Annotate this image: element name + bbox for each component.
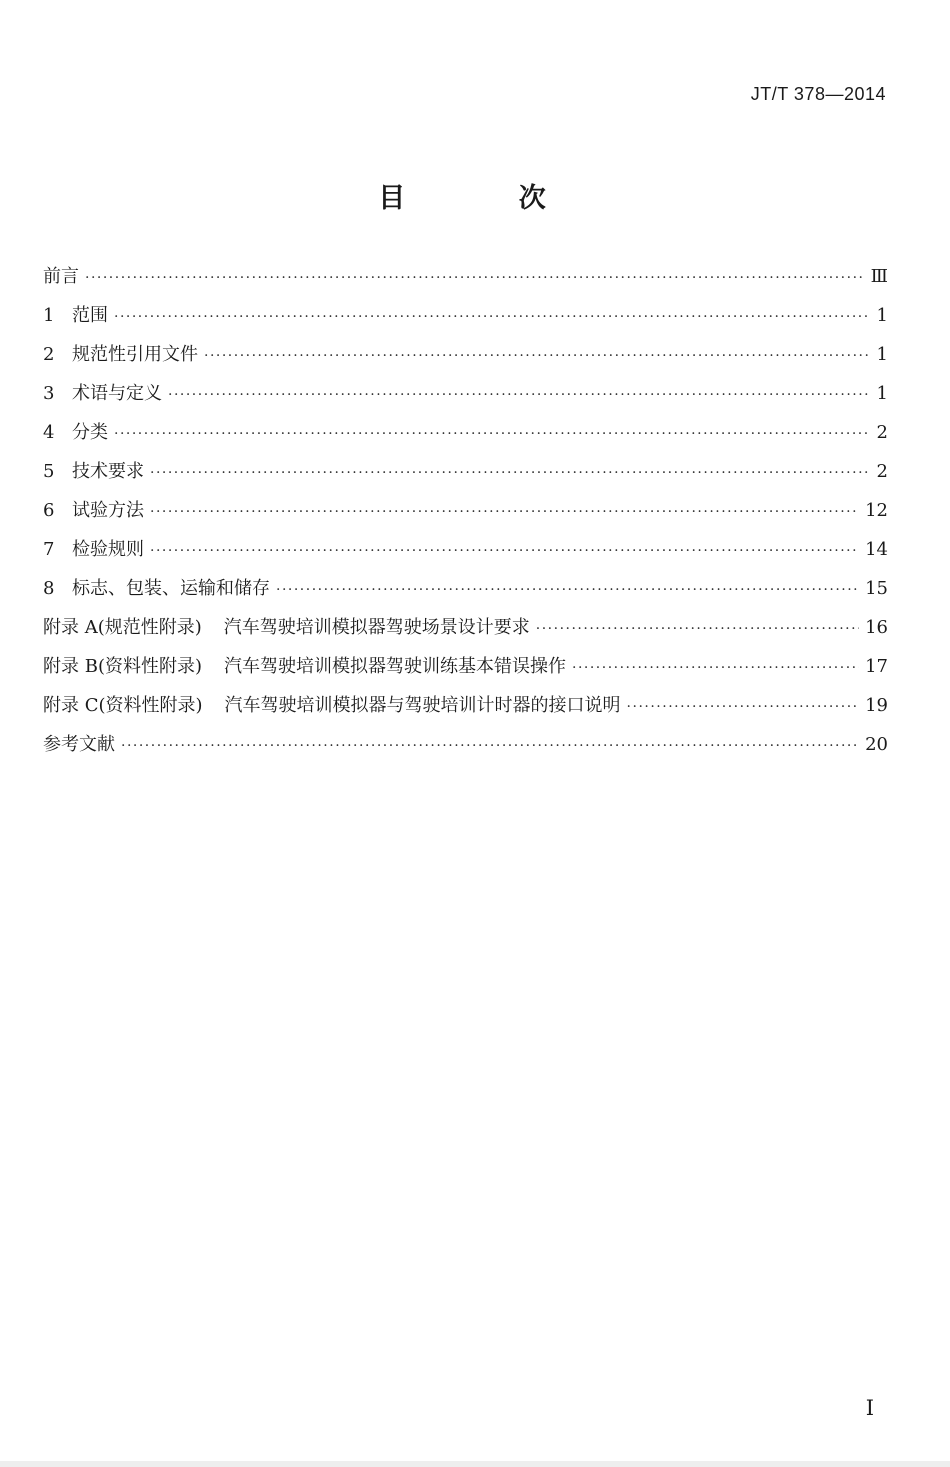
toc-entry-annex[interactable]: [43, 613, 888, 652]
toc-entry-label: 检验规则: [72, 539, 144, 560]
toc-entry-number: 1: [43, 305, 55, 326]
toc-entry-page: 14: [865, 539, 888, 560]
toc-entry[interactable]: [43, 301, 888, 340]
toc-annex-prefix: 附录 B(资料性附录): [43, 656, 202, 677]
toc-entry[interactable]: [43, 418, 888, 457]
page-number: I: [865, 1396, 874, 1420]
toc-entry-page: 20: [865, 734, 888, 755]
toc-entry-page: 19: [865, 695, 888, 716]
toc-dot-leader: [85, 270, 865, 286]
toc-entry-label: 参考文献: [43, 734, 115, 755]
toc-entry-number: 3: [43, 383, 55, 404]
standard-code: JT/T 378—2014: [750, 84, 886, 104]
toc-entry-label: 范围: [72, 305, 108, 326]
toc-entry-label: 前言: [43, 266, 79, 287]
toc-entry-number: 8: [43, 578, 55, 599]
toc-entry-page: 16: [865, 617, 888, 638]
toc-annex-prefix: 附录 A(规范性附录): [43, 617, 202, 638]
toc-entry-page: Ⅲ: [870, 266, 888, 287]
toc-entry-number: 5: [43, 461, 55, 482]
toc-entry-number: 6: [43, 500, 55, 521]
toc-title: 目 次: [378, 183, 598, 214]
toc-dot-leader: [572, 660, 859, 676]
toc-entry-number: 2: [43, 344, 55, 365]
toc-entry[interactable]: [43, 496, 888, 535]
toc-entry[interactable]: [43, 340, 888, 379]
toc-entry[interactable]: [43, 262, 888, 301]
toc-entry-page: 17: [865, 656, 888, 677]
toc-entry-label: 汽车驾驶培训模拟器与驾驶培训计时器的接口说明: [224, 695, 621, 716]
toc-entry-page: 12: [865, 500, 888, 521]
toc-dot-leader: [150, 504, 859, 520]
toc-dot-leader: [627, 699, 860, 715]
toc-entry[interactable]: [43, 535, 888, 574]
toc-entry-page: 1: [876, 383, 888, 404]
toc-entry-label: 标志、包装、运输和储存: [72, 578, 270, 599]
toc-entry-label: 分类: [72, 422, 108, 443]
toc-dot-leader: [204, 348, 868, 364]
toc-entry-label: 术语与定义: [72, 383, 162, 404]
toc-entry-label: 汽车驾驶培训模拟器驾驶训练基本错误操作: [224, 656, 566, 677]
toc-entry[interactable]: [43, 730, 888, 769]
toc-entry-label: 规范性引用文件: [72, 344, 198, 365]
toc-dot-leader: [150, 543, 859, 559]
toc-entry[interactable]: [43, 574, 888, 613]
toc-entry-label: 技术要求: [72, 461, 144, 482]
toc-dot-leader: [150, 465, 868, 481]
toc-entry-number: 7: [43, 539, 55, 560]
toc-dot-leader: [114, 309, 868, 325]
toc-dot-leader: [536, 621, 859, 637]
toc-entry-label: 汽车驾驶培训模拟器驾驶场景设计要求: [223, 617, 530, 638]
toc-dot-leader: [168, 387, 868, 403]
toc-entry-annex[interactable]: [43, 691, 888, 730]
toc-entry-page: 15: [865, 578, 888, 599]
table-of-contents: [43, 262, 888, 769]
toc-dot-leader: [276, 582, 859, 598]
toc-entry-page: 1: [876, 344, 888, 365]
toc-dot-leader: [121, 738, 859, 754]
toc-entry-annex[interactable]: [43, 652, 888, 691]
toc-entry[interactable]: [43, 379, 888, 418]
toc-entry[interactable]: [43, 457, 888, 496]
toc-entry-label: 试验方法: [72, 500, 144, 521]
toc-annex-prefix: 附录 C(资料性附录): [43, 695, 203, 716]
toc-entry-page: 2: [876, 422, 888, 443]
toc-dot-leader: [114, 426, 868, 442]
toc-entry-page: 1: [876, 305, 888, 326]
toc-entry-number: 4: [43, 422, 55, 443]
page-bottom-edge: [0, 1461, 950, 1467]
toc-entry-page: 2: [876, 461, 888, 482]
